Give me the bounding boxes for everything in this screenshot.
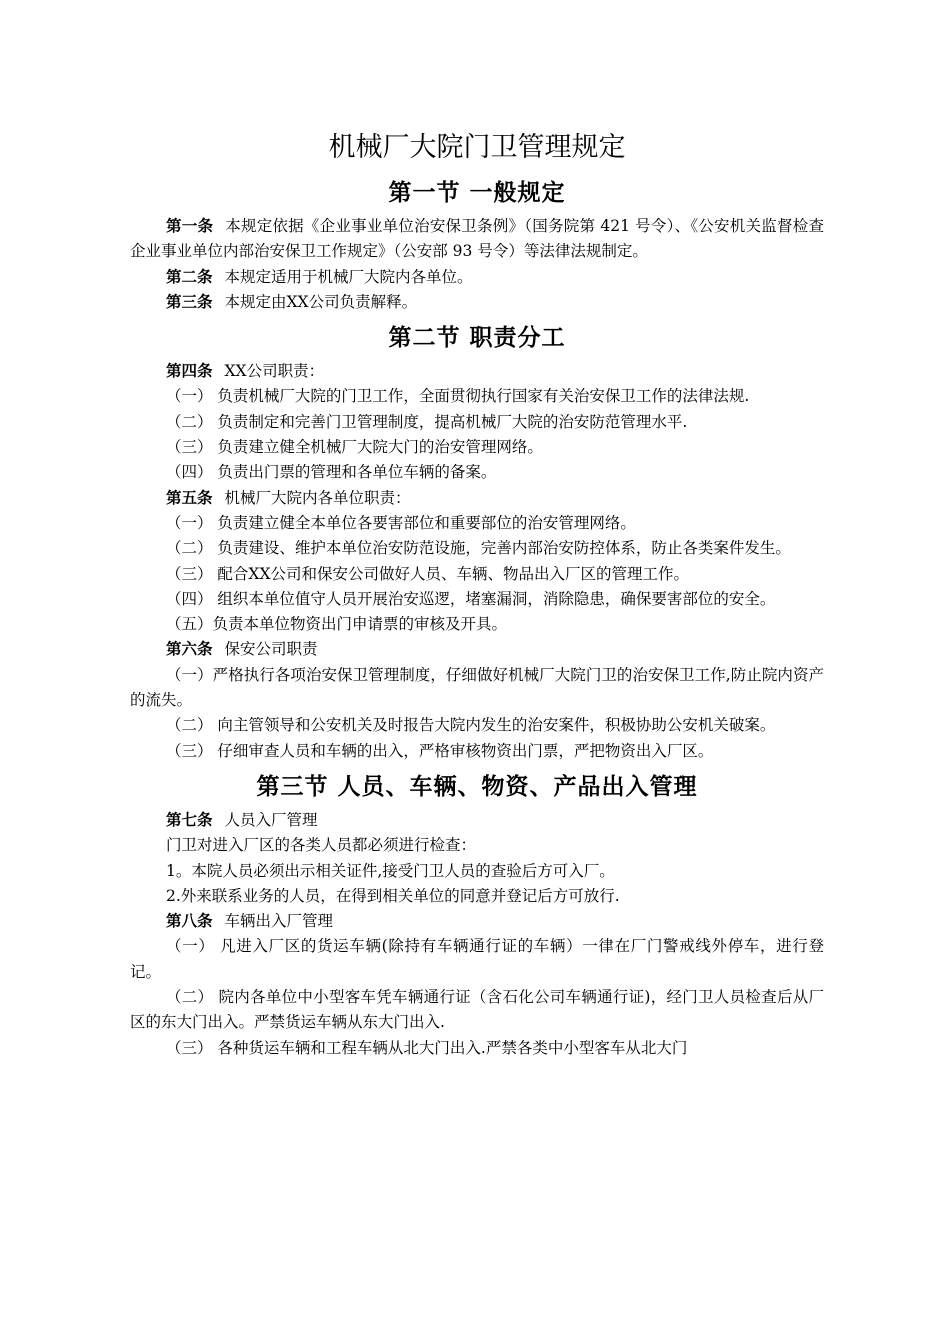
clause-paragraph: （三） 仔细审查人员和车辆的出入，严格审核物资出门票，严把物资出入厂区。 (166, 741, 714, 760)
article-paragraph (130, 214, 824, 265)
article-label: 第一条 (166, 217, 214, 235)
article-paragraph (130, 486, 824, 511)
article-paragraph (130, 637, 824, 662)
document-page (130, 128, 824, 1061)
article-label: 第八条 (166, 912, 213, 931)
clause-paragraph: （二） 向主管领导和公安机关及时报告大院内发生的治安案件，积极协助公安机关破案。 (166, 716, 776, 735)
article-text: 本规定适用于机械厂大院内各单位。 (224, 267, 473, 286)
section-heading: 第一节 一般规定 (388, 180, 566, 206)
section-heading: 第二节 职责分工 (388, 325, 566, 352)
article-paragraph (130, 265, 824, 290)
article-text: 人员入厂管理 (224, 810, 318, 829)
document-title: 机械厂大院门卫管理规定 (328, 132, 626, 163)
clause-paragraph: （五）负责本单位物资出门申请票的审核及开具。 (166, 615, 508, 634)
article-text: 车辆出入厂管理 (224, 912, 334, 931)
clause-paragraph: （三） 负责建立健全机械厂大院大门的治安管理网络。 (166, 438, 543, 457)
clause-paragraph: （三） 各种货运车辆和工程车辆从北大门出入.严禁各类中小型客车从北大门 (166, 1038, 688, 1057)
article-text: 本规定由XX公司负责解释。 (224, 292, 418, 311)
clause-paragraph: （二） 负责制定和完善门卫管理制度，提高机械厂大院的治安防范管理水平. (166, 412, 688, 431)
clause-paragraph: （一） 负责机械厂大院的门卫工作，全面贯彻执行国家有关治安保卫工作的法律法规. (166, 387, 750, 406)
article-text: 本规定依据《企业事业单位治安保卫条例》（国务院第 421 号令）、《公安机关监督检查企业事业单位内部治安保卫工作规定》（公安部 93 号令）等法律法规制定。 (130, 217, 824, 261)
article-label: 第六条 (166, 640, 213, 659)
article-label: 第五条 (166, 488, 213, 507)
clause-paragraph: 门卫对进入厂区的各类人员都必须进行检查： (166, 836, 477, 855)
article-paragraph (130, 909, 824, 934)
article-paragraph (130, 359, 824, 384)
clause-paragraph: （四） 组织本单位值守人员开展治安巡逻，堵塞漏洞，消除隐患，确保要害部位的安全。 (166, 589, 776, 608)
article-text: XX公司职责： (224, 362, 325, 381)
article-paragraph (130, 290, 824, 315)
clause-paragraph: （一） 负责建立健全本单位各要害部位和重要部位的治安管理网络。 (166, 513, 636, 532)
article-label: 第四条 (166, 362, 213, 381)
article-paragraph (130, 808, 824, 833)
clause-paragraph: （一）严格执行各项治安保卫管理制度，仔细做好机械厂大院门卫的治安保卫工作,防止院内资产的流失。 (130, 665, 824, 710)
article-text: 机械厂大院内各单位职责： (224, 488, 411, 507)
clause-paragraph: （二） 负责建设、维护本单位治安防范设施，完善内部治安防控体系，防止各类案件发生。 (166, 539, 791, 558)
clause-paragraph: （四） 负责出门票的管理和各单位车辆的备案。 (166, 463, 497, 482)
article-label: 第三条 (166, 292, 213, 311)
section-heading: 第三节 人员、车辆、物资、产品出入管理 (256, 773, 698, 800)
article-label: 第七条 (166, 810, 213, 829)
clause-paragraph: （一） 凡进入厂区的货运车辆(除持有车辆通行证的车辆）一律在厂门警戒线外停车，进行登记。 (130, 937, 824, 981)
clause-paragraph: 2.外来联系业务的人员，在得到相关单位的同意并登记后方可放行. (166, 886, 620, 905)
clause-paragraph: 1。本院人员必须出示相关证件,接受门卫人员的查验后方可入厂。 (166, 861, 615, 880)
article-label: 第二条 (166, 267, 213, 286)
clause-paragraph: （二） 院内各单位中小型客车凭车辆通行证（含石化公司车辆通行证)，经门卫人员检查后从厂区的东大门出入。严禁货运车辆从东大门出入. (130, 988, 824, 1032)
clause-paragraph: （三） 配合XX公司和保安公司做好人员、车辆、物品出入厂区的管理工作。 (166, 564, 689, 583)
article-text: 保安公司职责 (224, 640, 318, 659)
